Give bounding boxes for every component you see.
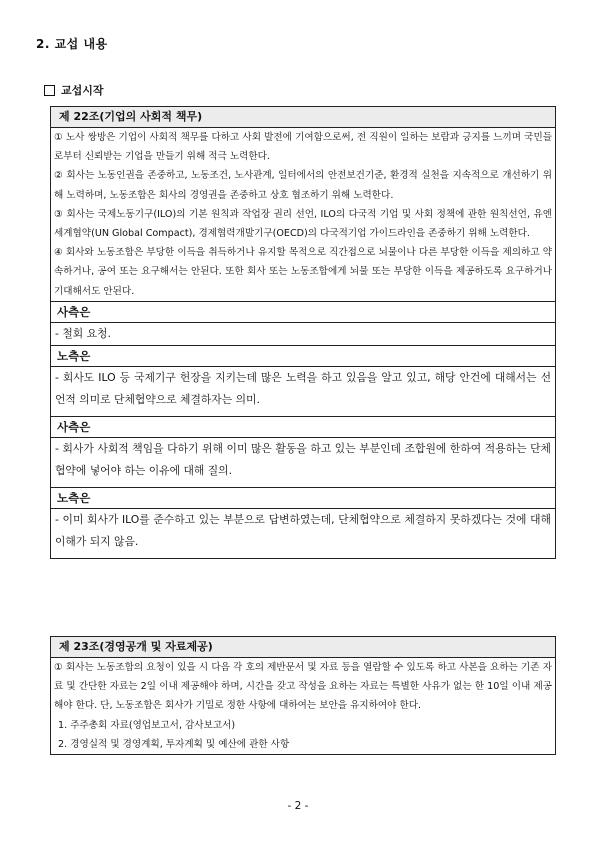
exchange-statement: - 철회 요청. (51, 322, 556, 345)
exchange-statement: - 이미 회사가 ILO를 준수하고 있는 부분으로 답변하였는데, 단체협약으로 체결하지 못하겠다는 것에 대해 이해가 되지 않음. (51, 508, 556, 558)
article-22-table (50, 106, 556, 559)
article-22-body (51, 128, 556, 302)
article-23-title: 제 23조(경영공개 및 자료제공) (51, 637, 556, 658)
article-23-item-2: 2. 경영실적 및 경영계획, 투자계획 및 예산에 관한 사항 (58, 738, 290, 750)
exchange-speaker: 사측은 (51, 416, 556, 437)
exchange-statement: - 회사도 ILO 등 국제기구 헌장을 지키는데 많은 노력을 하고 있음을 알고 있고, 해당 안건에 대해서는 선언적 의미로 단체협약으로 체결하자는 의미. (51, 366, 556, 416)
article-22-title: 제 22조(기업의 사회적 책무) (51, 107, 556, 128)
page-number: - 2 - (287, 800, 309, 812)
checkbox-icon (44, 85, 55, 96)
article-23-body (51, 658, 556, 755)
subsection-title: 교섭시작 (61, 84, 104, 97)
section-title: 2. 교섭 내용 (36, 37, 108, 51)
article-23-item-1: 1. 주주총회 자료(영업보고서, 감사보고서) (58, 719, 236, 731)
exchange-speaker: 사측은 (51, 301, 556, 322)
article-22-paragraph-4: ④ 회사와 노동조합은 부당한 이득을 취득하거나 유지할 목적으로 직간접으로 뇌물이나 다른 부당한 이득을 제의하고 약속하거나, 공여 또는 요구해서는 안된다. 또한 회사 또는 노동조합에게 뇌물 또는 부당한 이득을 제공하도록 요구하거나 기대해서도 안된다. (54, 247, 552, 297)
article-22-paragraph-3: ③ 회사는 국제노동기구(ILO)의 기본 원칙과 작업장 권리 선언, ILO의 다국적 기업 및 사회 정책에 관한 원칙선언, 유엔세계협약(UN Global Compact), 경제협력개발기구(OECD)의 다국적기업 가이드라인을 존중하기 위해 노력한다. (54, 208, 552, 240)
article-23-table (50, 636, 556, 755)
exchange-speaker: 노측은 (51, 345, 556, 366)
exchange-speaker: 노측은 (51, 487, 556, 508)
exchange-statement: - 회사가 사회적 책임을 다하기 위해 이미 많은 활동을 하고 있는 부분인데 조합원에 한하여 적용하는 단체협약에 넣어야 하는 이유에 대해 질의. (51, 437, 556, 487)
article-22-paragraph-1: ① 노사 쌍방은 기업이 사회적 책무를 다하고 사회 발전에 기여함으로써, 전 직원이 일하는 보람과 긍지를 느끼며 국민들로부터 신뢰받는 기업을 만들기 위해 적극 노력한다. (54, 132, 552, 163)
article-22-paragraph-2: ② 회사는 노동인권을 존중하고, 노동조건, 노사관계, 일터에서의 안전보건기준, 환경적 실천을 지속적으로 개선하기 위해 노력하며, 노동조합은 회사의 경영권을 존중하고 상호 협조하기 위해 노력한다. (54, 170, 552, 201)
subsection-heading (44, 82, 104, 98)
article-23-paragraph-1: ① 회사는 노동조합의 요청이 있을 시 다음 각 호의 제반문서 및 자료 등을 열람할 수 있도록 하고 사본을 요하는 기존 자료 및 간단한 자료는 2일 이내 제공해야 하며, 시간을 갖고 작성을 요하는 자료는 특별한 사유가 없는 한 10일 이내 제공해야 한다. 단, 노동조합은 회사가 기밀로 정한 사항에 대하여는 보안을 유지하여야 한다. (54, 662, 552, 712)
